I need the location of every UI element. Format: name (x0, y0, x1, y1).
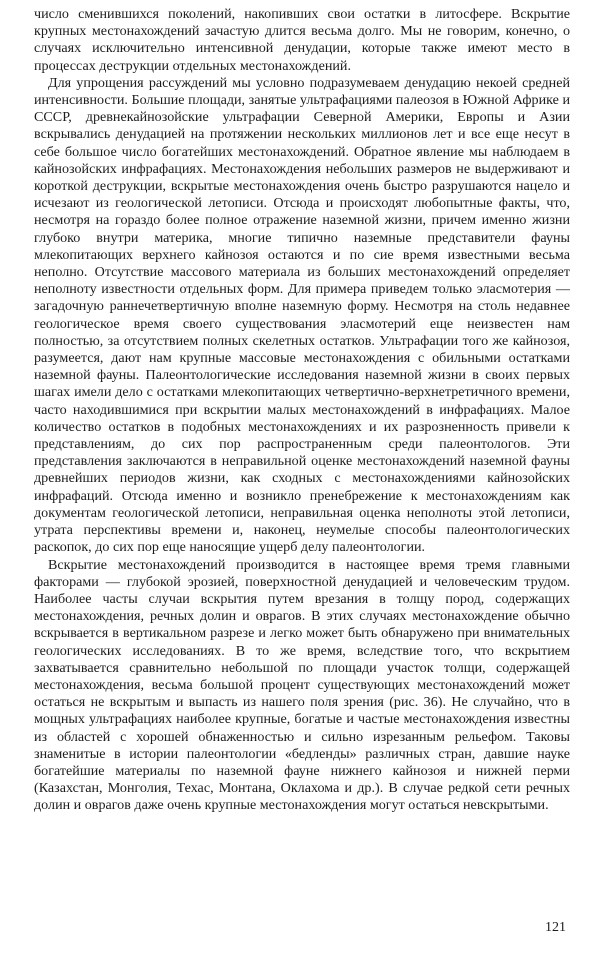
page-number: 121 (545, 920, 566, 935)
page-body (34, 6, 570, 815)
paragraph-1: число сменившихся поколений, накопивших свои остатки в литосфере. Вскрытие крупных местонахождений зачастую длится весьма долго. Мы не говорим, конечно, о случаях исключительно интенсивной денудации, которые также имеют место в процессах деструкции отдельных местонахождений. (34, 6, 570, 74)
paragraph-3: Вскрытие местонахождений производится в настоящее время тремя главными факторами — глубокой эрозией, поверхностной денудацией и человеческим трудом. Наиболее часты случаи вскрытия путем врезания в толщу пород, содержащих местонахождения, речных долин и оврагов. В этих случаях местонахождение обычно вскрывается в вертикальном разрезе и легко может быть обнаружено при внимательных геологических исследованиях. В то же время, вследствие того, что вскрытием захватывается сравнительно небольшой по площади участок толщи, содержащей местонахождения, весьма большой процент существующих местонахождений может остаться не вскрытым и выпасть из нашего поля зрения (рис. 36). Не случайно, что в мощных ультрафациях наиболее крупные, богатые и частые местонахождения известны из областей с хорошей обнаженностью и сильно изрезанным рельефом. Таковы знаменитые в истории палеонтологии «бедленды» различных стран, давшие науке богатейшие материалы по наземной фауне нижнего кайнозоя и нижней перми (Казахстан, Монголия, Техас, Монтана, Оклахома и др.). В случае редкой сети речных долин и оврагов даже очень крупные местонахождения могут остаться невскрытыми. (34, 556, 570, 814)
paragraph-2: Для упрощения рассуждений мы условно подразумеваем денудацию некоей средней интенсивности. Большие площади, занятые ультрафациями палеозоя в Южной Африке и СССР, древнекайнозойские ультрафации Северной Америки, Европы и Азии вскрывались денудацией на протяжении нескольких миллионов лет и все еще несут в себе большое число богатейших местонахождений. Обратное явление мы наблюдаем в кайнозойских инфрафациях. Местонахождения небольших размеров не выдерживают и короткой деструкции, вскрытые местонахождения очень быстро разрушаются нацело и исчезают из геологической летописи. Отсюда и происходят любопытные факты, что, несмотря на гораздо более полное отражение наземной жизни, причем именно жизни глубоко внутри материка, многие типично наземные представители фауны млекопитающих верхнего кайнозоя остаются и по сие время известными весьма неполно. Отсутствие массового материала из больших местонахождений определяет неполноту известности отдельных форм. Для примера приведем только эласмотерия — загадочную раннечетвертичную вполне наземную форму. Несмотря на столь недавнее геологическое время своего существования эласмотерий еще неизвестен нам полностью, за отсутствием полных скелетных остатков. Ультрафации того же кайнозоя, разумеется, дают нам крупные массовые местонахождения с обильными остатками наземной фауны. Палеонтологические исследования наземной жизни в своих первых шагах имели дело с остатками млекопитающих четвертично-верхнетретичного времени, часто находившимися при вскрытии малых местонахождений в инфрафациях. Малое количество остатков в подобных местонахождениях и их разрозненность привели к представлениям, до сих пор распространенным среди палеонтологов. Эти представления заключаются в неправильной оценке местонахождений наземной фауны древнейших периодов жизни, как сходных с местонахождениями кайнозойских инфрафаций. Отсюда именно и возникло пренебрежение к местонахождениям как документам геологической летописи, неправильная оценка неполноты этой летописи, утрата перспективы времени и, наконец, неумелые способы палеонтологических раскопок, до сих пор еще наносящие ущерб делу палеонтологии. (34, 74, 570, 556)
